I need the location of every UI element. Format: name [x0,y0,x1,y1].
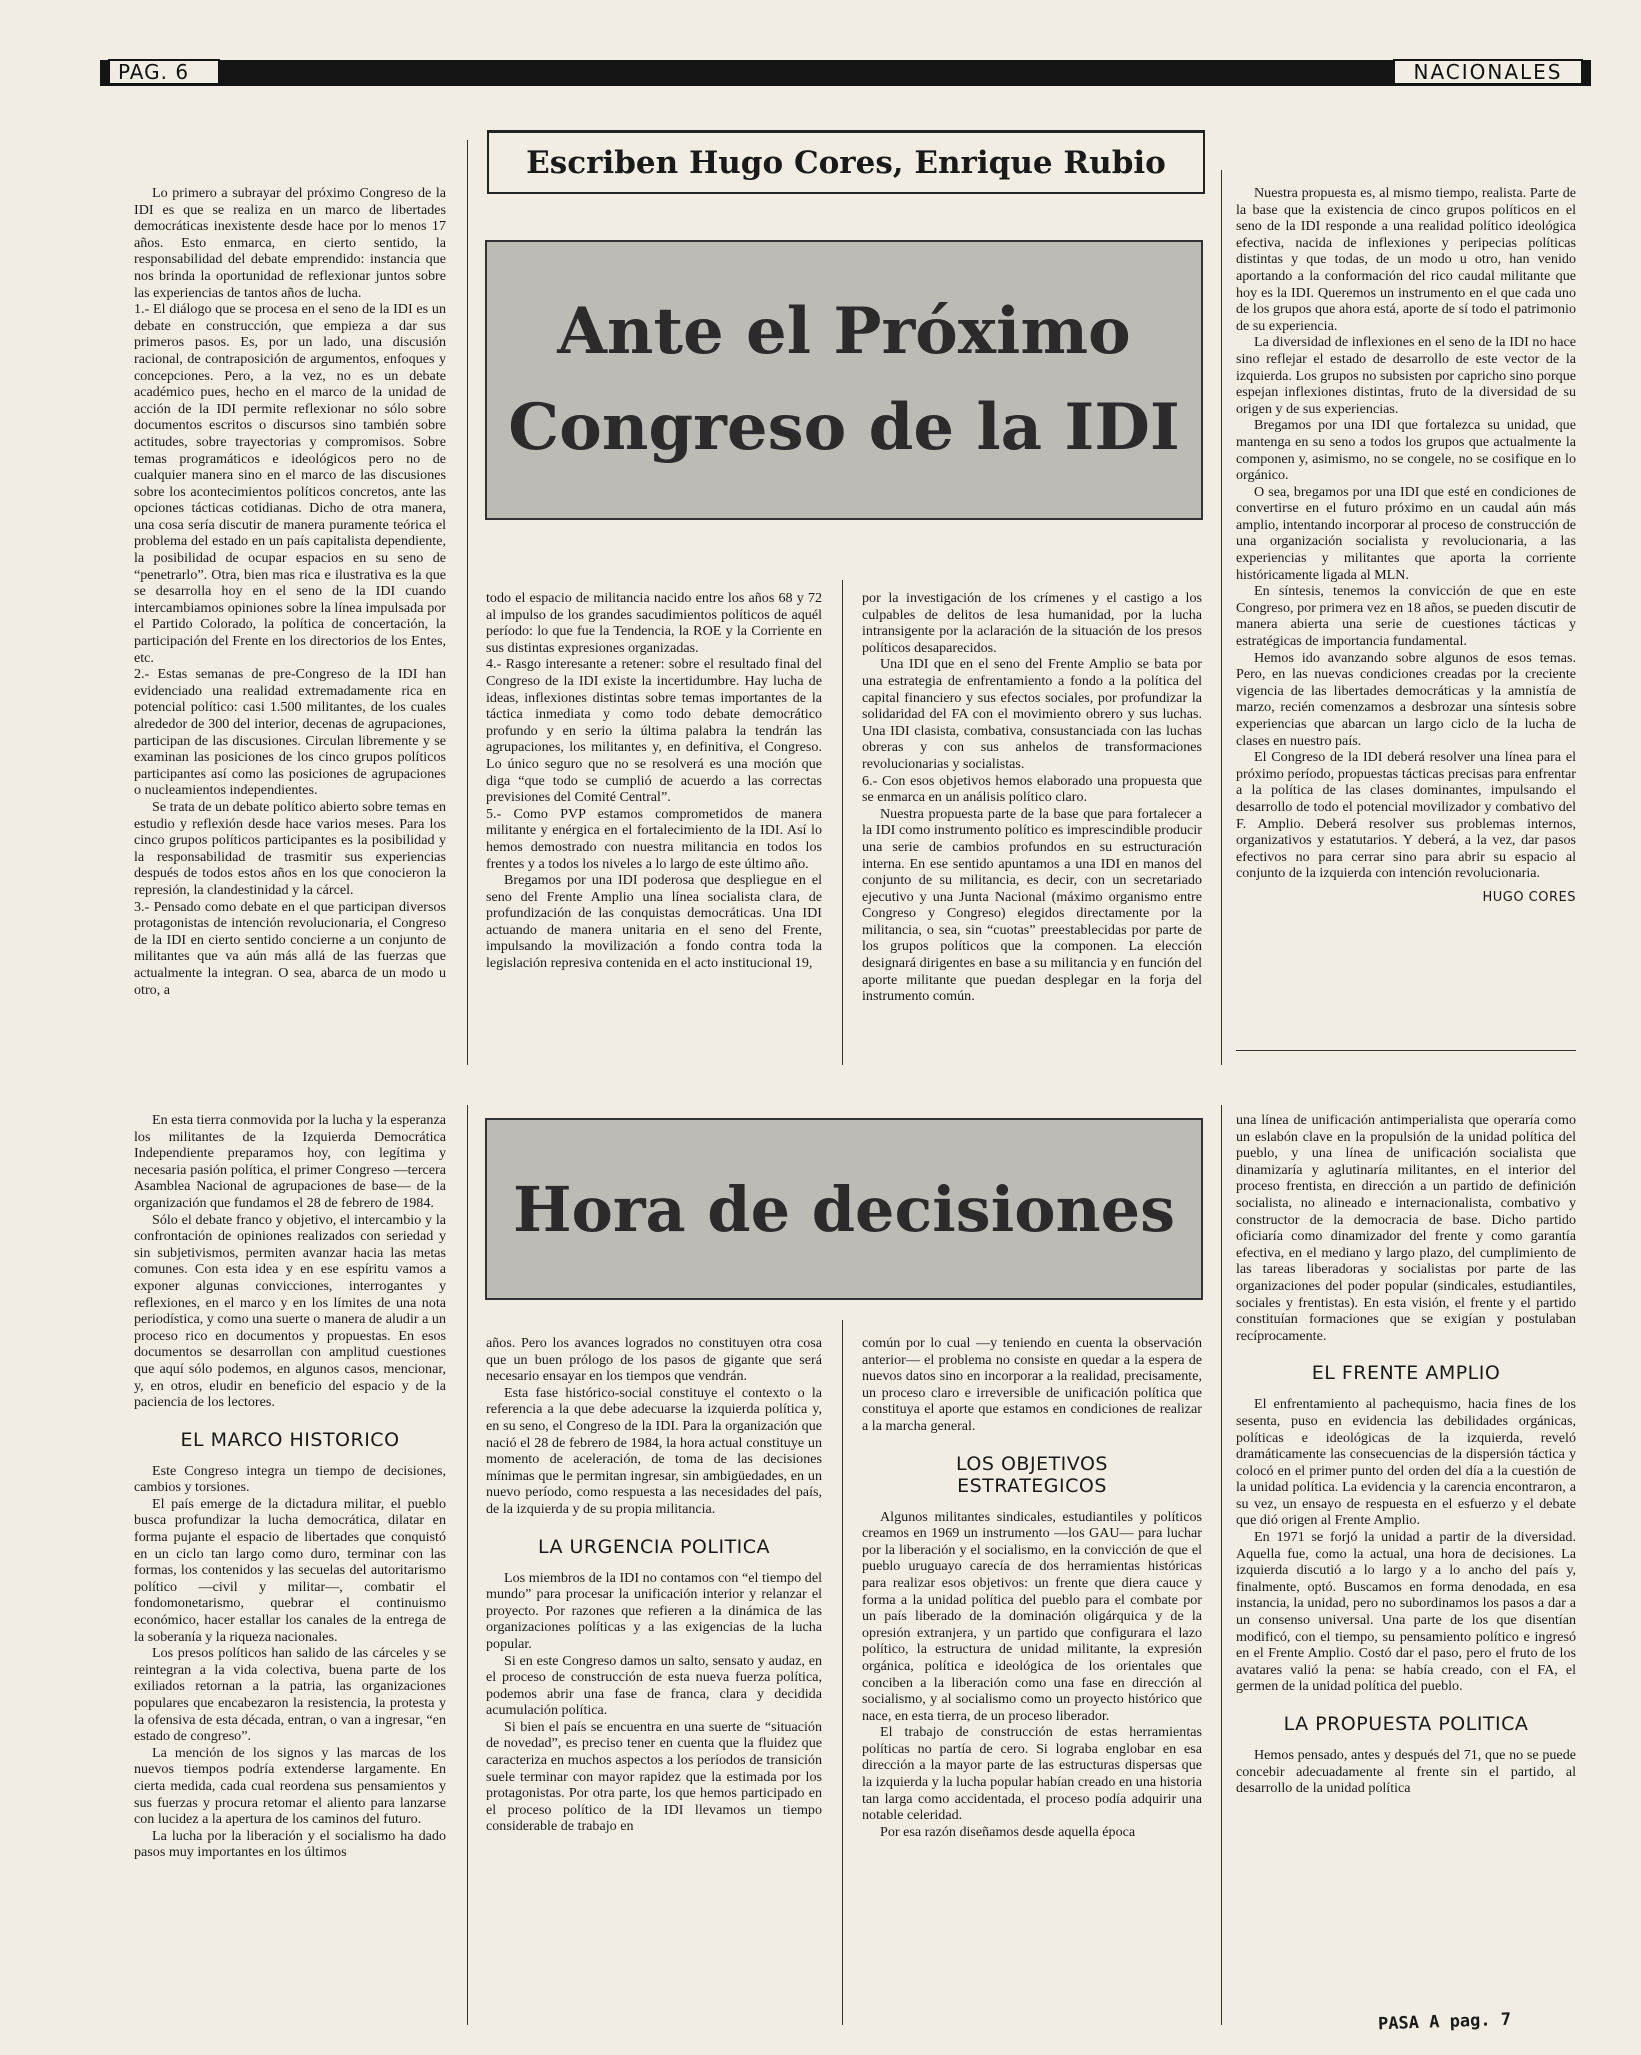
article-2-column-2 [486,1335,822,1835]
paragraph: Si bien el país se encuentra en una suerte de “situación de novedad”, es preciso tener en cuenta que la fluidez que caracteriza en muchos aspectos a los períodos de transición suele terminar con mayor rapidez que la estimada por los protagonistas. Por otra parte, los que hemos participado en el proceso político de la IDI llevamos un tiempo considerable de trabajo en [486,1718,822,1835]
paragraph: Hemos ido avanzando sobre algunos de esos temas. Pero, en las nuevas condiciones creadas por la creciente vigencia de las libertades democráticas y la amnistía de marzo, recién comenzamos a desbrozar una síntesis sobre experiencias que abarcan un largo ciclo de la lucha de clases en nuestro país. [1236,649,1576,749]
paragraph: Nuestra propuesta parte de la base que para fortalecer a la IDI como instrumento político es imprescindible producir una serie de cambios profundos en su estructuración interna. En ese sentido apuntamos a una IDI en manos del conjunto de su militancia, es decir, con un secretariado ejecutivo y una Junta Nacional (máximo organismo entre Congreso y Congreso) elegidos directamente por la militancia, o sea, sin “cuotas” preestablecidas por parte de los grupos políticos que la componen. La elección designará dirigentes en base a su militancia y en función del aporte militante que puedan desplegar en la forja del instrumento común. [862,805,1202,1005]
headline-article-2: Hora de decisiones [485,1118,1203,1300]
paragraph: Este Congreso integra un tiempo de decisiones, cambios y torsiones. [134,1462,446,1496]
paragraph: común por lo cual —y teniendo en cuenta la observación anterior— el problema no consiste en quedar a la espera de nuevos datos sino en incorporar a la realidad, precisamente, un proceso claro e irreversible de unificación política que constituya el aporte que estamos en condiciones de realizar a la marcha general. [862,1335,1202,1434]
paragraph: años. Pero los avances logrados no constituyen otra cosa que un buen prólogo de los pasos de gigante que será necesario ensayar en los tiempos que vendrán. [486,1335,822,1385]
headline-line-1: Ante el Próximo [557,294,1131,369]
paragraph: 5.- Como PVP estamos comprometidos de manera militante y enérgica en el fortalecimiento de la IDI. Así lo hemos demostrado con nuestra militancia en todos los frentes y a todos los niveles a lo largo de este último año. [486,805,822,872]
paragraph: 3.- Pensado como debate en el que participan diversos protagonistas de intención revolucionaria, el Congreso de la IDI en cierto sentido concierne a un conjunto de militantes que va aún más allá de las fuerzas que actualmente la integran. O sea, abarca de un modo u otro, a [134,898,446,998]
article-2-column-3 [862,1335,1202,1840]
paragraph: El trabajo de construcción de estas herramientas políticas no partía de cero. Si lograba englobar en esa dirección a la mayor parte de las estructuras dispersas que la izquierda y la lucha popular habían creado en una historia tan larga como accidentada, el proceso podía adquirir una notable celeridad. [862,1724,1202,1824]
article-1-column-3 [862,590,1202,1005]
column-rule [1221,1105,1222,2025]
paragraph: Si en este Congreso damos un salto, sensato y audaz, en el proceso de construcción de esta nueva fuerza política, podemos abrir una fase de franca, clara y decidida acumulación política. [486,1652,822,1719]
article-2-marco-text [134,1463,446,1861]
signature-hugo-cores: HUGO CORES [1482,889,1576,905]
handwritten-continuation-note: PASA A pag. 7 [1377,2009,1512,2035]
paragraph: La diversidad de inflexiones en el seno de la IDI no hace sino reflejar el estado de desarrollo de este vector de la izquierda. Los grupos no subsisten por capricho sino porque espejan inflexiones distintas, fruto de la diversidad de su origen y de sus experiencias. [1236,334,1576,417]
column-rule [467,140,468,1065]
article-2-column-1 [134,1112,446,1861]
article-2-urgencia-text [486,1570,822,1836]
paragraph: Bregamos por una IDI que fortalezca su unidad, que mantenga en su seno a todos los grupos que actualmente la componen y, asimismo, no se congele, no se cosifique en lo orgánico. [1236,417,1576,484]
paragraph: 4.- Rasgo interesante a retener: sobre el resultado final del Congreso de la IDI existe la incertidumbre. Hay lucha de ideas, inflexiones distintas sobre temas importantes de la táctica inmediata y como todo debate democrático profundo y en serio la última palabra la tendrán las agrupaciones, los militantes y, en definitiva, el Congreso. Lo único seguro que no se resolverá es una moción que diga “que todo se cumplió de acuerdo a las correctas previsiones del Comité Central”. [486,656,822,806]
paragraph: Algunos militantes sindicales, estudiantiles y políticos creamos en 1969 un instrumento —los GAU— para luchar por la liberación y el socialismo, en la convicción de que el pueblo uruguayo carecía de dos herramientas históricas para realizar esos objetivos: un frente que diera cauce y forma a la unidad política del pueblo para el combate por un país liberado de la dominación oligárquica y de la opresión extranjera, y un partido que configurara el lazo político, la estructura de unidad militante, la expresión orgánica, política e ideológica de los orientales que conciben a la liberación como una fase en dirección al socialismo, y al socialismo como un proyecto histórico que nace, en esta tierra, de un proceso liberador. [862,1508,1202,1724]
article-1-column-4 [1236,185,1576,907]
article-2-column-2-text [486,1335,822,1518]
column-rule [842,1320,843,2025]
headline-article-1 [485,240,1203,520]
article-1-column-2 [486,590,822,972]
paragraph: La mención de los signos y las marcas de los nuevos tiempos podría extenderse largamente. En cierta medida, cada cual reordena sus pensamientos y sus fuerzas y procura retomar el aliento para lanzarse con lucidez a la apertura de los caminos del futuro. [134,1744,446,1828]
paragraph: En 1971 se forjó la unidad a partir de la diversidad. Aquella fue, como la actual, una hora de decisiones. La izquierda discutió a lo largo y a lo ancho del país y, finalmente, optó. Buscamos en forma denodada, en esa instancia, la unidad, pero no subordinamos los pasos a dar a un consenso universal. Una parte de los que disentían modificó, con el tiempo, su pensamiento político e ingresó en el Frente Amplio. Costó dar el paso, pero el fruto de los avatares valió la pena: se había creado, con el FA, el germen de la unidad política del pueblo. [1236,1529,1576,1695]
paragraph: 6.- Con esos objetivos hemos elaborado una propuesta que se enmarca en un análisis político claro. [862,772,1202,806]
paragraph: O sea, bregamos por una IDI que esté en condiciones de convertirse en el futuro próximo en un caudal aún más amplio, intentando incorporar al proceso de construcción de una organización socialista y revolucionaria, a las experiencias y militantes que aporta la corriente históricamente ligada al MLN. [1236,483,1576,583]
paragraph: En síntesis, tenemos la convicción de que en este Congreso, por primera vez en 18 años, se pueden discutir de manera abierta una serie de cuestiones tácticas y estratégicas de importancia fundamental. [1236,583,1576,650]
paragraph: Una IDI que en el seno del Frente Amplio se bata por una estrategia de enfrentamiento a fondo a la política del capital financiero y sus efectos sociales, por profundizar la solidaridad del FA con el movimiento obrero y sus luchas. Una IDI clasista, combativa, consustanciada con las luchas obreras y con sus anhelos de transformaciones revolucionarias y socialistas. [862,656,1202,772]
page-number-label: PAG. 6 [108,59,220,85]
column-rule [842,580,843,1065]
article-1-column-1 [134,185,446,998]
paragraph: una línea de unificación antimperialista que operaría como un eslabón clave en la propulsión de la unidad política del pueblo, y una línea de unificación socialista que dinamizaría y aglutinaría militantes, en el interior del proceso frentista, en dirección a un partido de definición socialista, no alineado e internacionalista, combativo y constructor de la democracia de base. Dicho partido oficiaría como dinamizador del frente y como garantía efectiva, en el mediano y largo plazo, del cumplimiento de las tareas liberadoras y socialistas por parte de las organizaciones del poder popular (sindicales, estudiantiles, sociales y frentistas). En esta visión, el frente y el partido constituían formaciones que se exigían y postulaban recíprocamente. [1236,1112,1576,1344]
paragraph: En esta tierra conmovida por la lucha y la esperanza los militantes de la Izquierda Democrática Independiente preparamos hoy, con legítima y necesaria pasión política, el primer Congreso —tercera Asamblea Nacional de agrupaciones de base— de la organización que fundamos el 28 de febrero de 1984. [134,1112,446,1211]
heading-urgencia-politica: LA URGENCIA POLITICA [537,1535,771,1558]
paragraph: Esta fase histórico-social constituye el contexto o la referencia a la que debe adecuarse la izquierda política y, en su seno, el Congreso de la IDI. Para la organización que nació el 28 de febrero de 1984, la hora actual constituye un momento de aceleración, de toma de las decisiones mínimas que le permitan ingresar, sin ambigüedades, en un nuevo período, como respuesta a las necesidades del país, de la izquierda y de su propia militancia. [486,1384,822,1517]
page-header-bar [100,60,1591,86]
paragraph: Lo primero a subrayar del próximo Congreso de la IDI es que se realiza en un marco de libertades democráticas inexistente desde hace por lo menos 17 años. Esto enmarca, en cierto sentido, la responsabilidad del debate emprendido: instancia que nos brinda la oportunidad de reflexionar juntos sobre las experiencias de tantos años de lucha. [134,185,446,301]
paragraph: 1.- El diálogo que se procesa en el seno de la IDI es un debate en construcción, que empieza a dar sus primeros pasos. Es, por un lado, una discusión racional, de contraposición de argumentos, enfoques y concepciones. Pero, a la vez, no es un debate académico pues, hecho en el marco de la unidad de acción de la IDI permite reflexionar no sólo sobre documentos escritos o discursos sino también sobre actitudes, sobre trayectorias y compromisos. Sobre temas programáticos e ideológicos pero no de cualquier manera sino en el marco de las discusiones sobre los acontecimientos políticos concretos, ante las opciones tácticas cotidianas. Dicho de otra manera, una cosa sería discutir de manera puramente teórica el problema del estado en un país capitalista dependiente, la posibilidad de ocupar espacios en su seno de “penetrarlo”. Otra, bien mas rica e ilustrativa es la que se desarrolla hoy en el seno de la IDI cuando intercambiamos opiniones sobre la línea impulsada por el Partido Colorado, la política de concertación, la participación del Frente en los directorios de los Entes, etc. [134,301,446,666]
paragraph: El enfrentamiento al pachequismo, hacia fines de los sesenta, puso en evidencia las debilidades orgánicas, políticas e ideológicas de la izquierda, reveló dramáticamente las consecuencias de la dispersión táctica y colocó en el primer punto del orden del día a la cuestión de la unidad política. La evidencia y la carencia encontraron, a su vez, un ensayo de respuesta en el esfuerzo y el debate que dió origen al Frente Amplio. [1236,1396,1576,1529]
paragraph: Sólo el debate franco y objetivo, el intercambio y la confrontación de opiniones realizados con seriedad y sin subjetivismos, permiten avanzar hacia las metas comunes. Con esta idea y en ese espíritu vamos a exponer algunas convicciones, interrogantes y reflexiones, en el marco y en los límites de una nota periodística, y como una suerte o manera de aludir a un proceso rico en documentos y propuestas. En esos documentos se desarrollan con amplitud cuestiones que aquí sólo podemos, en algunos casos, mencionar, y, en otros, eludir en beneficio del espacio y de la paciencia de los lectores. [134,1211,446,1411]
paragraph: Nuestra propuesta es, al mismo tiempo, realista. Parte de la base que la existencia de cinco grupos políticos en el seno de la IDI responde a una realidad político ideológica efectiva, nacida de inflexiones y peripecias políticas distintas y que todas, de un modo u otro, han venido aportando a la conformación del rico caudal militante que hoy es la IDI. Queremos un instrumento en el que cada uno de los grupos que ahora está, aporte de sí todo el patrimonio de su experiencia. [1236,185,1576,334]
headline-line-2: Congreso de la IDI [508,390,1180,465]
article-2-propuesta-text [1236,1747,1576,1797]
paragraph: Bregamos por una IDI poderosa que despliegue en el seno del Frente Amplio una línea socialista clara, de profundización de las conquistas democráticas. Una IDI actuando de manera unitaria en el seno del Frente, impulsando la movilización a fondo contra toda la legislación represiva contenida en el acto institucional 19, [486,872,822,972]
heading-frente-amplio: EL FRENTE AMPLIO [1311,1362,1501,1385]
column-rule [1221,170,1222,1065]
article-2-column-4 [1236,1112,1576,1797]
heading-marco-historico: EL MARCO HISTORICO [180,1428,400,1451]
article-2-column-4-text [1236,1112,1576,1344]
article-1-column-4-text [1236,185,1576,882]
signature-rule [1236,1050,1576,1051]
paragraph: por la investigación de los crímenes y el castigo a los culpables de delitos de lesa humanidad, por la lucha intransigente por la aclaración de la situación de los presos políticos desaparecidos. [862,590,1202,656]
heading-objetivos-line-1: LOS OBJETIVOS [956,1452,1108,1475]
byline: Escriben Hugo Cores, Enrique Rubio [487,130,1205,194]
paragraph: Hemos pensado, antes y después del 71, que no se puede concebir adecuadamente al frente sin el partido, al desarrollo de la unidad política [1236,1747,1576,1797]
heading-propuesta-politica: LA PROPUESTA POLITICA [1283,1713,1529,1735]
paragraph: La lucha por la liberación y el socialismo ha dado pasos muy importantes en los últimos [134,1827,446,1861]
article-2-objetivos-text [862,1509,1202,1841]
article-2-frente-text [1236,1396,1576,1695]
heading-objetivos-line-2: ESTRATEGICOS [957,1474,1107,1497]
paragraph: 2.- Estas semanas de pre-Congreso de la IDI han evidenciado una realidad extremadamente rica en potencial político: casi 1.500 militantes, de los cuales alrededor de 300 del interior, decenas de agrupaciones, participan de las discusiones. Circulan libremente y se examinan las posiciones de los cinco grupos políticos participantes así como las posiciones de agrupaciones o nucleamientos independientes. [134,666,446,799]
paragraph: Los miembros de la IDI no contamos con “el tiempo del mundo” para procesar la unificación interior y relanzar el proyecto. Por razones que refieren a la dinámica de las organizaciones políticas y a las exigencias de la lucha popular. [486,1569,822,1652]
paragraph: Los presos políticos han salido de las cárceles y se reintegran a la vida colectiva, buena parte de los exiliados retornan a la patria, las organizaciones populares que encabezaron la resistencia, la protesta y la ofensiva de esta década, entran, o van a ingresar, “en estado de congreso”. [134,1645,446,1745]
article-2-column-3-text [862,1335,1202,1435]
paragraph: Por esa razón diseñamos desde aquella época [880,1823,1136,1840]
section-label: NACIONALES [1393,59,1583,85]
paragraph: El Congreso de la IDI deberá resolver una línea para el próximo período, propuestas tácticas precisas para enfrentar a la política de las clases dominantes, impulsando el desarrollo de todo el potencial movilizador y combativo del F. Amplio. Deberá resolver sus problemas internos, organizativos y estatutarios. Y deberá, a la vez, dar pasos efectivos no para cerrar sino para abrir su espacio al conjunto de la izquierda con intención revolucionaria. [1236,749,1576,882]
article-2-intro [134,1112,446,1411]
paragraph: todo el espacio de militancia nacido entre los años 68 y 72 al impulso de los grandes sacudimientos políticos de aquél período: lo que fue la Tendencia, la ROE y la Corriente en sus distintas expresiones organizadas. [486,590,822,656]
paragraph: Se trata de un debate político abierto sobre temas en estudio y reflexión desde hace varios meses. Para los cinco grupos políticos participantes es la posibilidad y la responsabilidad de trasmitir sus experiencias después de todos estos años en los que conocieron la represión, la clandestinidad y la cárcel. [134,798,446,898]
paragraph: El país emerge de la dictadura militar, el pueblo busca profundizar la lucha democrática, dilatar en forma pujante el espacio de libertades que conquistó en un ciclo tan largo como duro, terminar con las formas, los contenidos y las secuelas del autoritarismo político —civil y militar—, combatir el fondomonetarismo, quebrar el continuismo económico, hacer estallar los canales de la entrega de la soberanía y la riqueza nacionales. [134,1495,446,1645]
column-rule [467,1105,468,2025]
